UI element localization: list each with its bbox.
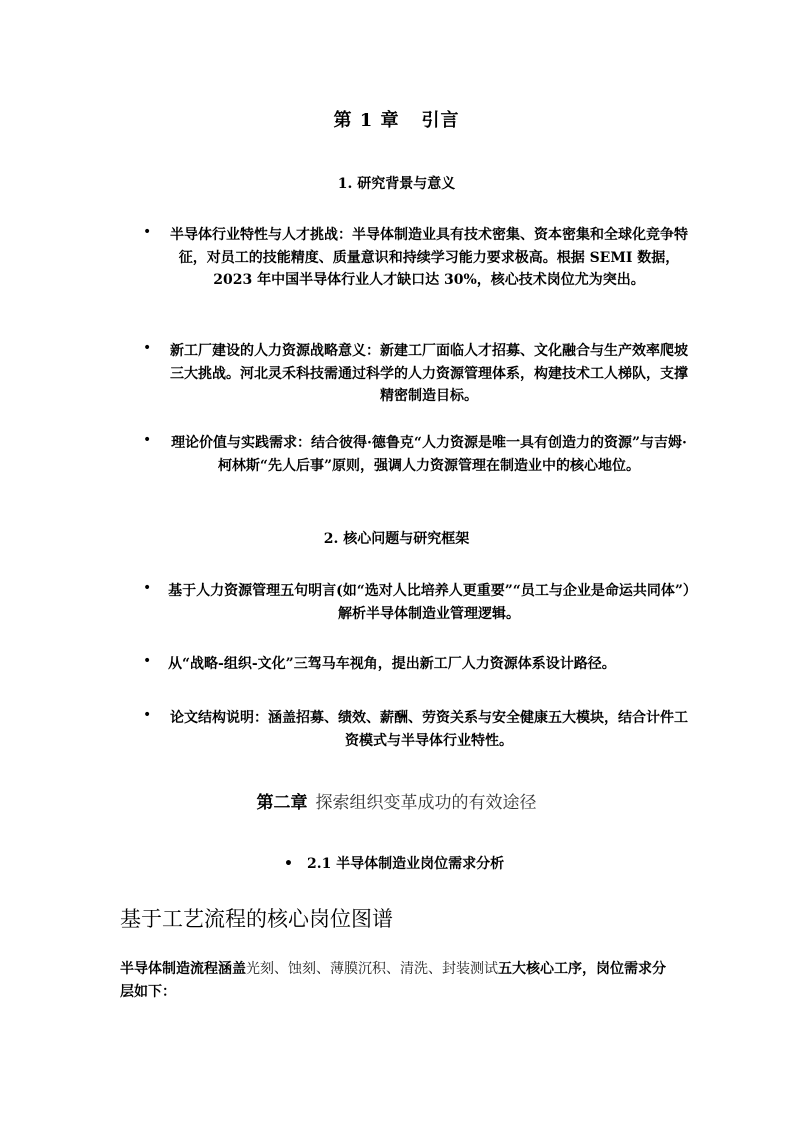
chapter2-label: 第二章 — [256, 793, 308, 813]
body-paragraph — [120, 958, 678, 1004]
list-item-text: 从“战略-组织-文化”三驾马车视角，提出新工厂人力资源体系设计路径。 — [168, 656, 616, 672]
list-item — [140, 340, 700, 408]
section1-heading: 1. 研究背景与意义 — [337, 176, 456, 192]
paragraph-tail: 五大核心工序，岗位需求分层如下： — [120, 961, 666, 1000]
list-item — [140, 707, 700, 752]
list-item-text: 论文结构说明：涵盖招募、绩效、薪酬、劳资关系与安全健康五大模块，结合计件工资模式与半导体行业特性。 — [170, 710, 688, 749]
list-item — [140, 224, 700, 292]
chapter1-name: 引言 — [421, 110, 460, 131]
paragraph-processes: 光刻、蚀刻、薄膜沉积、清洗、封装测试 — [246, 961, 498, 977]
list-item-text: 新工厂建设的人力资源战略意义：新建工厂面临人才招募、文化融合与生产效率爬坡三大挑战。河北灵禾科技需通过科学的人力资源管理体系，构建技术工人梯队，支撑精密制造目标。 — [170, 343, 688, 404]
chapter2-name: 探索组织变革成功的有效途径 — [315, 793, 537, 813]
list-item-text: 理论价值与实践需求：结合彼得·德鲁克“人力资源是唯一具有创造力的资源”与吉姆·柯林斯“先人后事”原则，强调人力资源管理在制造业中的核心地位。 — [171, 435, 687, 474]
bullet-icon: • — [143, 580, 152, 596]
section2-heading: 2. 核心问题与研究框架 — [323, 531, 470, 547]
bullet-icon: • — [143, 653, 152, 669]
bullet-icon: • — [143, 340, 152, 356]
core-heading: 基于工艺流程的核心岗位图谱 — [120, 907, 393, 931]
list-item-text: 半导体行业特性与人才挑战：半导体制造业具有技术密集、资本密集和全球化竞争特征，对员工的技能精度、质量意识和持续学习能力要求极高。根据 SEMI 数据，2023 年中国半导体行业人才缺口达 30%，核心技术岗位尤为突出。 — [170, 227, 688, 288]
list-item — [140, 580, 700, 625]
paragraph-lead: 半导体制造流程涵盖 — [120, 961, 246, 977]
chapter2-title — [0, 788, 793, 813]
list-item-text: 基于人力资源管理五句明言(如“选对人比培养人更重要”“员工与企业是命运共同体”）解析半导体制造业管理逻辑。 — [168, 583, 690, 622]
list-item — [140, 432, 700, 477]
list-item — [140, 653, 700, 676]
bullet-icon: • — [284, 856, 293, 872]
chapter1-label: 第 1 章 — [333, 110, 400, 131]
subsection-item — [284, 853, 504, 873]
chapter1-title — [0, 106, 793, 132]
bullet-icon: • — [143, 707, 152, 723]
bullet-icon: • — [143, 224, 152, 240]
subsection-label: 2.1 半导体制造业岗位需求分析 — [306, 856, 505, 872]
bullet-icon: • — [143, 432, 152, 448]
